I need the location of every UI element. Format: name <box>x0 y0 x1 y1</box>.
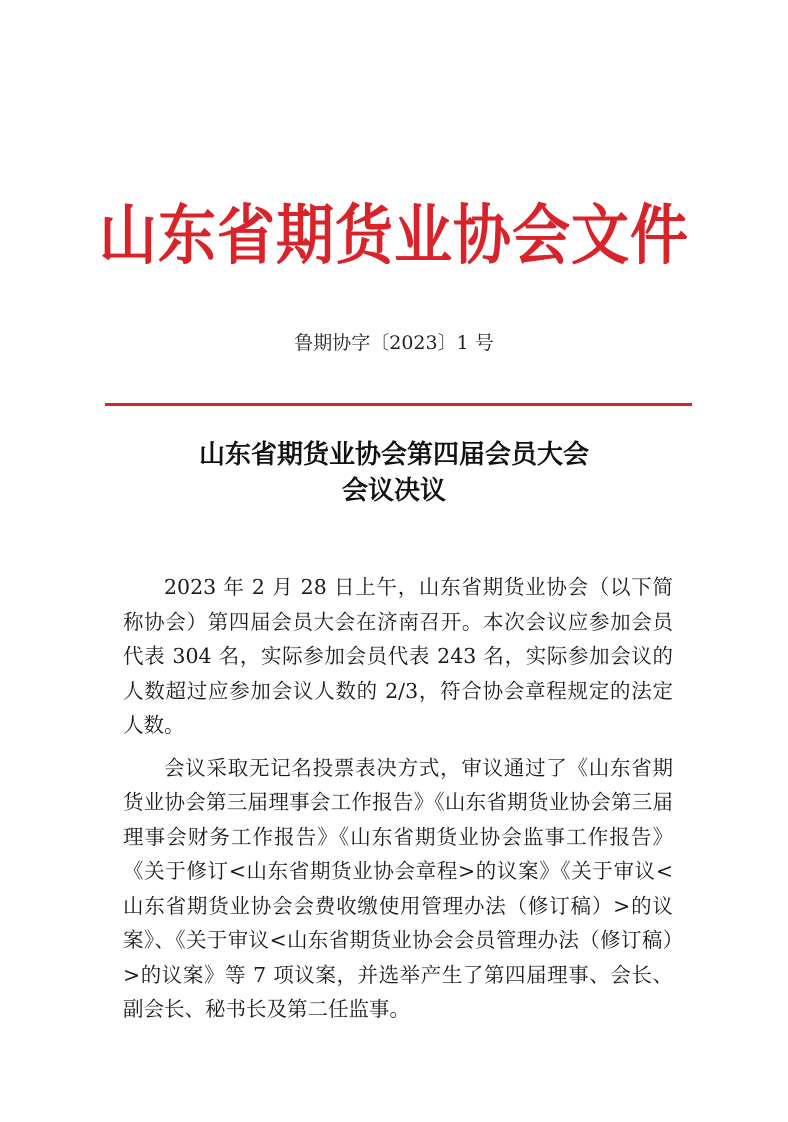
body-paragraph-1: 2023 年 2 月 28 日上午，山东省期货业协会（以下简称协会）第四届会员大会在济南召开。本次会议应参加会员代表 304 名，实际参加会员代表 243 名，实际参加会议的人数超过应参加会议人数的 2/3，符合协会章程规定的法定人数。 <box>123 575 673 737</box>
document-number: 鲁期协字〔2023〕1 号 <box>294 332 494 354</box>
body-paragraph-2: 会议采取无记名投票表决方式，审议通过了《山东省期货业协会第三届理事会工作报告》《山东省期货业协会第三届理事会财务工作报告》《山东省期货业协会监事工作报告》《关于修订<山东省期货业协会章程>的议案》《关于审议<山东省期货业协会会费收缴使用管理办法（修订稿）>的议案》、《关于审议<山东省期货业协会会员管理办法（修订稿）>的议案》等 7 项议案，并选举产生了第四届理事、会长、副会长、秘书长及第二任监事。 <box>123 755 673 1021</box>
document-title-line-1: 山东省期货业协会第四届会员大会 <box>198 440 589 470</box>
document-title-line-2: 会议决议 <box>341 476 446 506</box>
document-header-title: 山东省期货业协会文件 <box>98 197 689 274</box>
document-title <box>0 437 788 509</box>
document-body <box>123 570 673 1035</box>
red-divider-line <box>105 403 692 406</box>
